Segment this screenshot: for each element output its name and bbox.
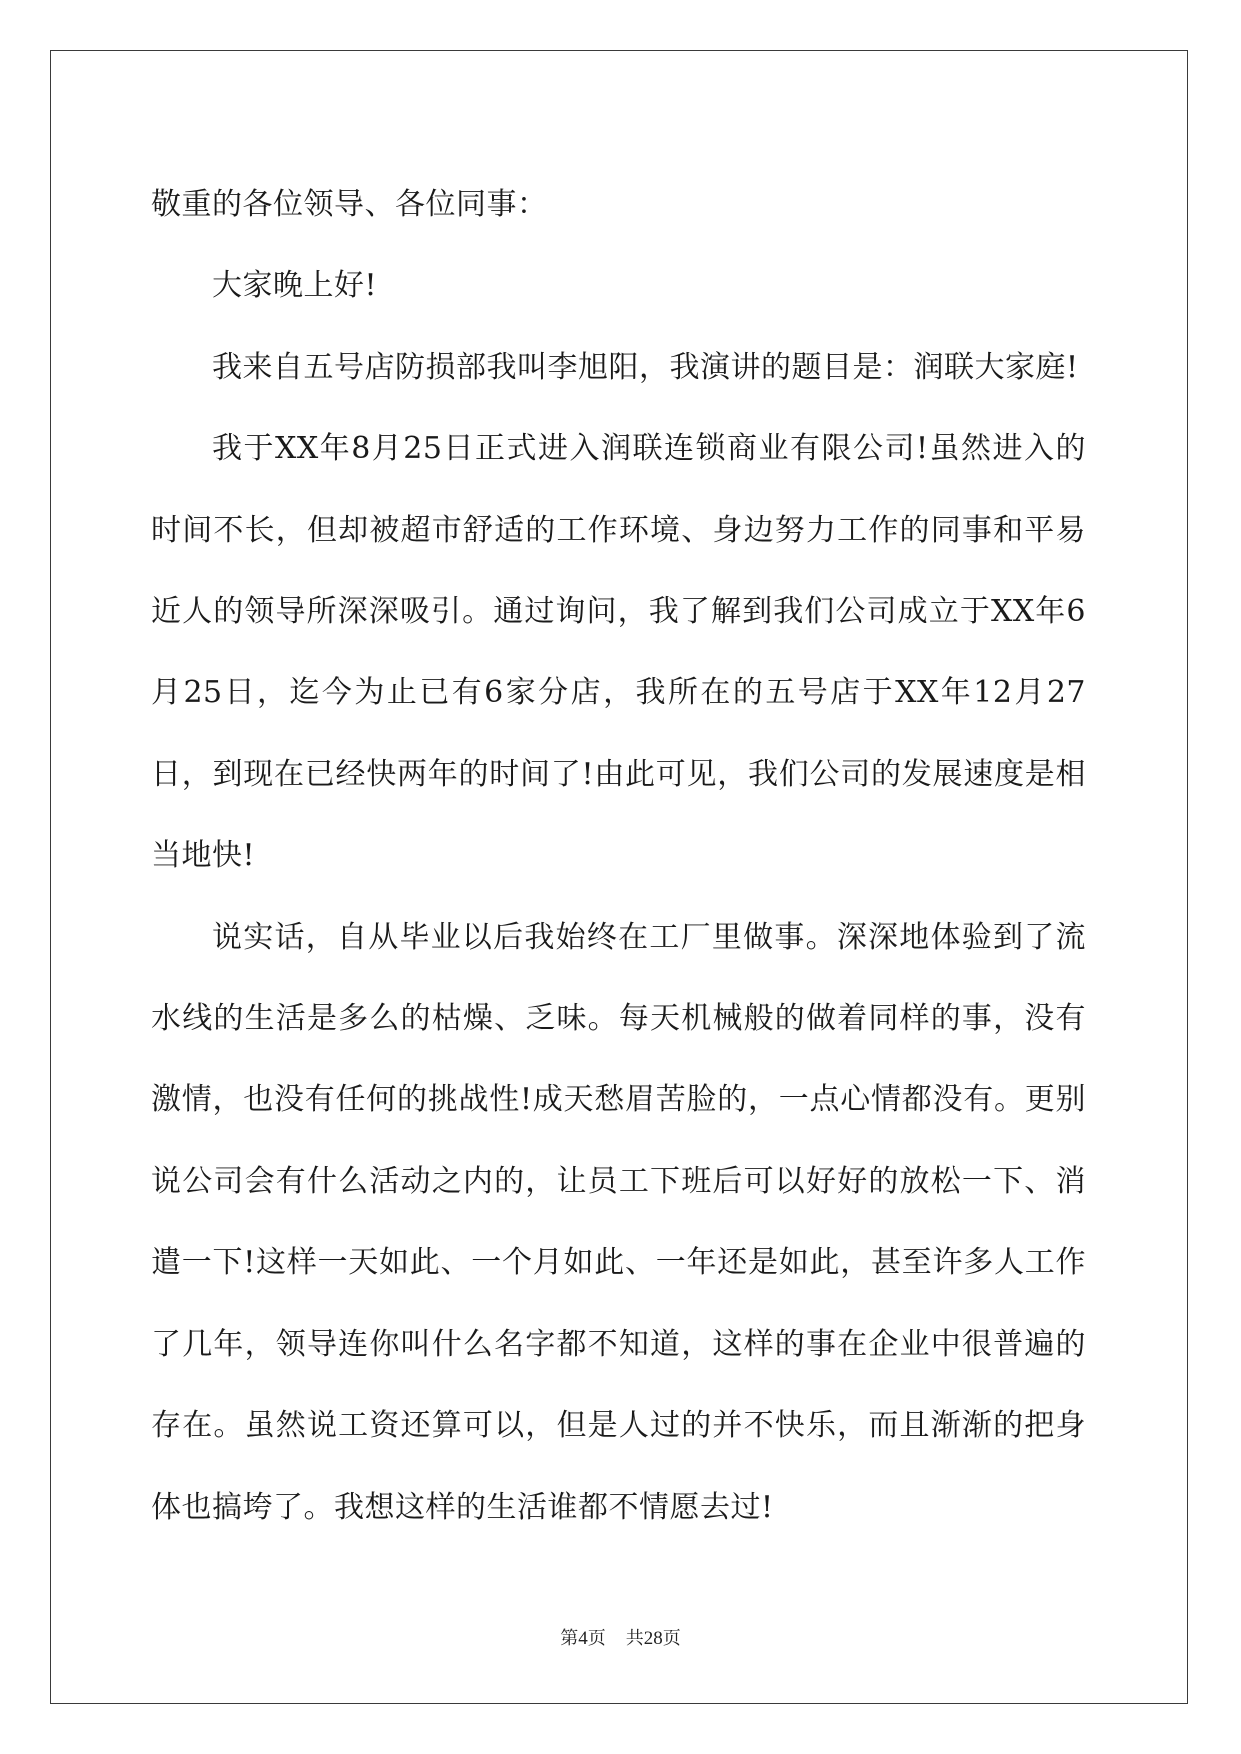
paragraph: 说实话，自从毕业以后我始终在工厂里做事。深深地体验到了流水线的生活是多么的枯燥、乏味。每天机械般的做着同样的事，没有激情，也没有任何的挑战性!成天愁眉苦脸的，一点心情都没有。更别说公司会有什么活动之内的，让员工下班后可以好好的放松一下、消遣一下!这样一天如此、一个月如此、一年还是如此，甚至许多人工作了几年，领导连你叫什么名字都不知道，这样的事在企业中很普遍的存在。虽然说工资还算可以，但是人过的并不快乐，而且渐渐的把身体也搞垮了。我想这样的生活谁都不情愿去过! bbox=[151, 919, 1086, 1525]
salutation: 敬重的各位领导、各位同事： bbox=[151, 187, 548, 222]
page-total: 共28页 bbox=[625, 1628, 681, 1649]
page-footer bbox=[0, 1624, 1241, 1650]
paragraph: 我于XX年8月25日正式进入润联连锁商业有限公司!虽然进入的时间不长，但却被超市舒适的工作环境、身边努力工作的同事和平易近人的领导所深深吸引。通过询问，我了解到我们公司成立于XX年6月25日，迄今为止已有6家分店，我所在的五号店于XX年12月27日，到现在已经快两年的时间了!由此可见，我们公司的发展速度是相当地快! bbox=[151, 431, 1086, 874]
paragraph: 我来自五号店防损部我叫李旭阳，我演讲的题目是：润联大家庭! bbox=[212, 349, 1079, 385]
page-number: 第4页 bbox=[560, 1628, 606, 1649]
document-body bbox=[151, 164, 1086, 1548]
paragraph: 大家晚上好! bbox=[212, 268, 378, 304]
